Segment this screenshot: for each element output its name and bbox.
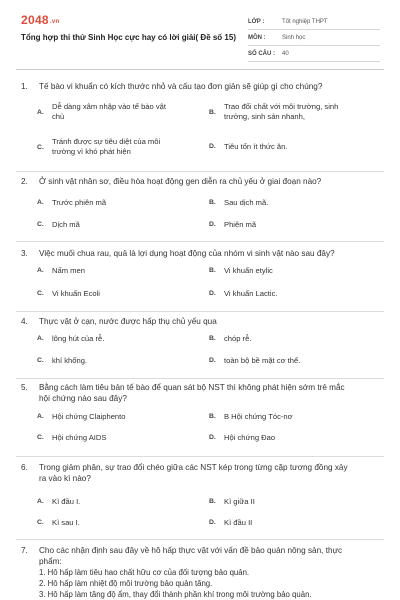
option-d[interactable] — [209, 220, 349, 230]
option-letter: D. — [209, 434, 216, 441]
statement-1: 1. Hô hấp làm tiêu hao chất hữu cơ của đối tượng bảo quản. — [39, 568, 250, 577]
question-2 — [16, 172, 384, 242]
option-b[interactable] — [209, 334, 349, 344]
option-a[interactable] — [37, 102, 177, 122]
option-a[interactable] — [37, 198, 177, 208]
option-letter: C. — [37, 144, 44, 151]
question-6 — [16, 457, 384, 540]
option-letter: B. — [209, 498, 216, 505]
option-letter: D. — [209, 221, 216, 228]
logo-number: 2048 — [21, 13, 49, 27]
option-text: Hội chứng AIDS — [52, 433, 107, 442]
meta-key: SỐ CÂU : — [248, 50, 275, 57]
option-letter: C. — [37, 519, 44, 526]
question-body: Bằng cách làm tiêu bản tế bào để quan sát bộ NST thì không phát hiện sớm trẻ mắc hội chứng nào sau đây? — [39, 383, 345, 403]
option-b[interactable] — [209, 412, 349, 422]
option-letter: D. — [209, 357, 216, 364]
option-text: B Hội chứng Tóc-nơ — [224, 412, 293, 421]
option-text: Vi khuẩn Ecoli — [52, 289, 100, 298]
site-logo[interactable] — [21, 13, 59, 27]
option-d[interactable] — [209, 356, 349, 366]
option-text: Kì đầu II — [224, 518, 253, 527]
question-number: 5. — [21, 383, 28, 392]
meta-key: LỚP : — [248, 18, 265, 25]
option-a[interactable] — [37, 266, 177, 276]
question-1 — [16, 72, 384, 172]
option-b[interactable] — [209, 102, 349, 122]
option-letter: D. — [209, 143, 216, 150]
option-c[interactable] — [37, 137, 177, 157]
meta-key: MÔN : — [248, 34, 266, 41]
option-text: Kì đầu I. — [52, 497, 81, 506]
option-b[interactable] — [209, 497, 349, 507]
question-text — [21, 81, 357, 92]
option-letter: A. — [37, 498, 44, 505]
option-text: Hội chứng Claiphento — [52, 412, 126, 421]
option-text: Nấm men — [52, 266, 85, 275]
option-a[interactable] — [37, 412, 177, 422]
question-7 — [16, 540, 384, 600]
option-letter: B. — [209, 109, 216, 116]
question-body: Thực vật ở cạn, nước được hấp thụ chủ yếu qua — [39, 317, 217, 326]
option-letter: B. — [209, 199, 216, 206]
option-text: Sau dịch mã. — [224, 198, 269, 207]
option-text: Hội chứng Đao — [224, 433, 276, 442]
option-letter: A. — [37, 109, 44, 116]
question-text — [21, 316, 357, 327]
question-4 — [16, 312, 384, 379]
option-c[interactable] — [37, 289, 177, 299]
meta-row-count — [248, 46, 380, 62]
meta-row-subject — [248, 30, 380, 46]
page-header — [0, 0, 400, 64]
option-letter: B. — [209, 413, 216, 420]
statement-3: 3. Hô hấp làm tăng độ ẩm, thay đổi thành phần khí trong môi trường bảo quản. — [39, 590, 312, 599]
question-text — [21, 462, 357, 484]
option-d[interactable] — [209, 518, 349, 528]
question-number: 7. — [21, 546, 28, 555]
question-text — [21, 382, 357, 404]
question-body: Trong giảm phân, sự trao đổi chéo giữa các NST kép trong từng cặp tương đồng xảy ra vào kì nào? — [39, 463, 348, 483]
option-letter: B. — [209, 335, 216, 342]
option-text: Vi khuẩn etylic — [224, 266, 273, 275]
question-text — [21, 545, 357, 567]
option-a[interactable] — [37, 497, 177, 507]
meta-row-class — [248, 14, 380, 30]
question-number: 2. — [21, 177, 28, 186]
option-text: Vi khuẩn Lactic. — [224, 289, 278, 298]
question-text — [21, 248, 357, 259]
option-text: Tiêu tốn ít thức ăn. — [224, 142, 288, 151]
question-body: Việc muối chua rau, quả là lợi dụng hoạt động của nhóm vi sinh vật nào sau đây? — [39, 249, 335, 258]
question-body: Tế bào vi khuẩn có kích thước nhỏ và cấu tạo đơn giản sẽ giúp gì cho chúng? — [39, 82, 323, 91]
exam-title: Tổng hợp thi thử Sinh Học cực hay có lời giải( Đề số 15) — [21, 33, 236, 42]
option-c[interactable] — [37, 356, 177, 366]
option-text: Dịch mã — [52, 220, 80, 229]
statement-2: 2. Hô hấp làm nhiệt độ môi trường bảo quản tăng. — [39, 579, 213, 588]
question-body: Cho các nhận định sau đây về hô hấp thực vật với vấn đề bảo quản nông sản, thực phẩm: — [39, 546, 343, 566]
exam-meta — [248, 14, 380, 62]
header-divider — [16, 69, 384, 70]
option-letter: B. — [209, 267, 216, 274]
option-letter: A. — [37, 335, 44, 342]
meta-value: 40 — [282, 50, 289, 57]
question-text — [21, 176, 357, 187]
option-text: Phiên mã — [224, 220, 257, 229]
option-text: Dễ dàng xâm nhập vào tế bào vật chủ — [52, 102, 166, 121]
option-text: Trao đổi chất với môi trường, sinh trưởng, sinh sản nhanh, — [224, 102, 339, 121]
question-3 — [16, 242, 384, 312]
option-letter: C. — [37, 290, 44, 297]
question-number: 1. — [21, 82, 28, 91]
option-text: Trước phiên mã — [52, 198, 107, 207]
meta-value: Tốt nghiệp THPT — [282, 18, 328, 25]
option-text: toàn bộ bề mặt cơ thể. — [224, 356, 301, 365]
question-number: 4. — [21, 317, 28, 326]
option-b[interactable] — [209, 198, 349, 208]
option-letter: C. — [37, 357, 44, 364]
option-d[interactable] — [209, 142, 349, 152]
question-body: Ở sinh vật nhân sơ, điều hòa hoạt động gen diễn ra chủ yếu ở giai đoạn nào? — [39, 177, 322, 186]
option-c[interactable] — [37, 518, 177, 528]
option-text: chóp rễ. — [224, 334, 252, 343]
logo-domain: .vn — [49, 19, 60, 25]
option-letter: A. — [37, 199, 44, 206]
option-letter: C. — [37, 221, 44, 228]
option-text: lông hút của rễ. — [52, 334, 105, 343]
option-c[interactable] — [37, 220, 177, 230]
option-letter: D. — [209, 519, 216, 526]
option-text: khí khổng. — [52, 356, 88, 365]
meta-value: Sinh học — [282, 34, 306, 41]
question-number: 3. — [21, 249, 28, 258]
question-5 — [16, 379, 384, 457]
option-letter: A. — [37, 267, 44, 274]
option-b[interactable] — [209, 266, 349, 276]
option-d[interactable] — [209, 433, 349, 443]
option-letter: A. — [37, 413, 44, 420]
option-letter: D. — [209, 290, 216, 297]
option-text: Tránh được sự tiêu diệt của môi trường vì khó phát hiện — [52, 137, 161, 156]
option-letter: C. — [37, 434, 44, 441]
option-d[interactable] — [209, 289, 349, 299]
option-a[interactable] — [37, 334, 177, 344]
option-text: Kì giữa II — [224, 497, 255, 506]
question-number: 6. — [21, 463, 28, 472]
option-c[interactable] — [37, 433, 177, 443]
option-text: Kì sau I. — [52, 518, 80, 527]
